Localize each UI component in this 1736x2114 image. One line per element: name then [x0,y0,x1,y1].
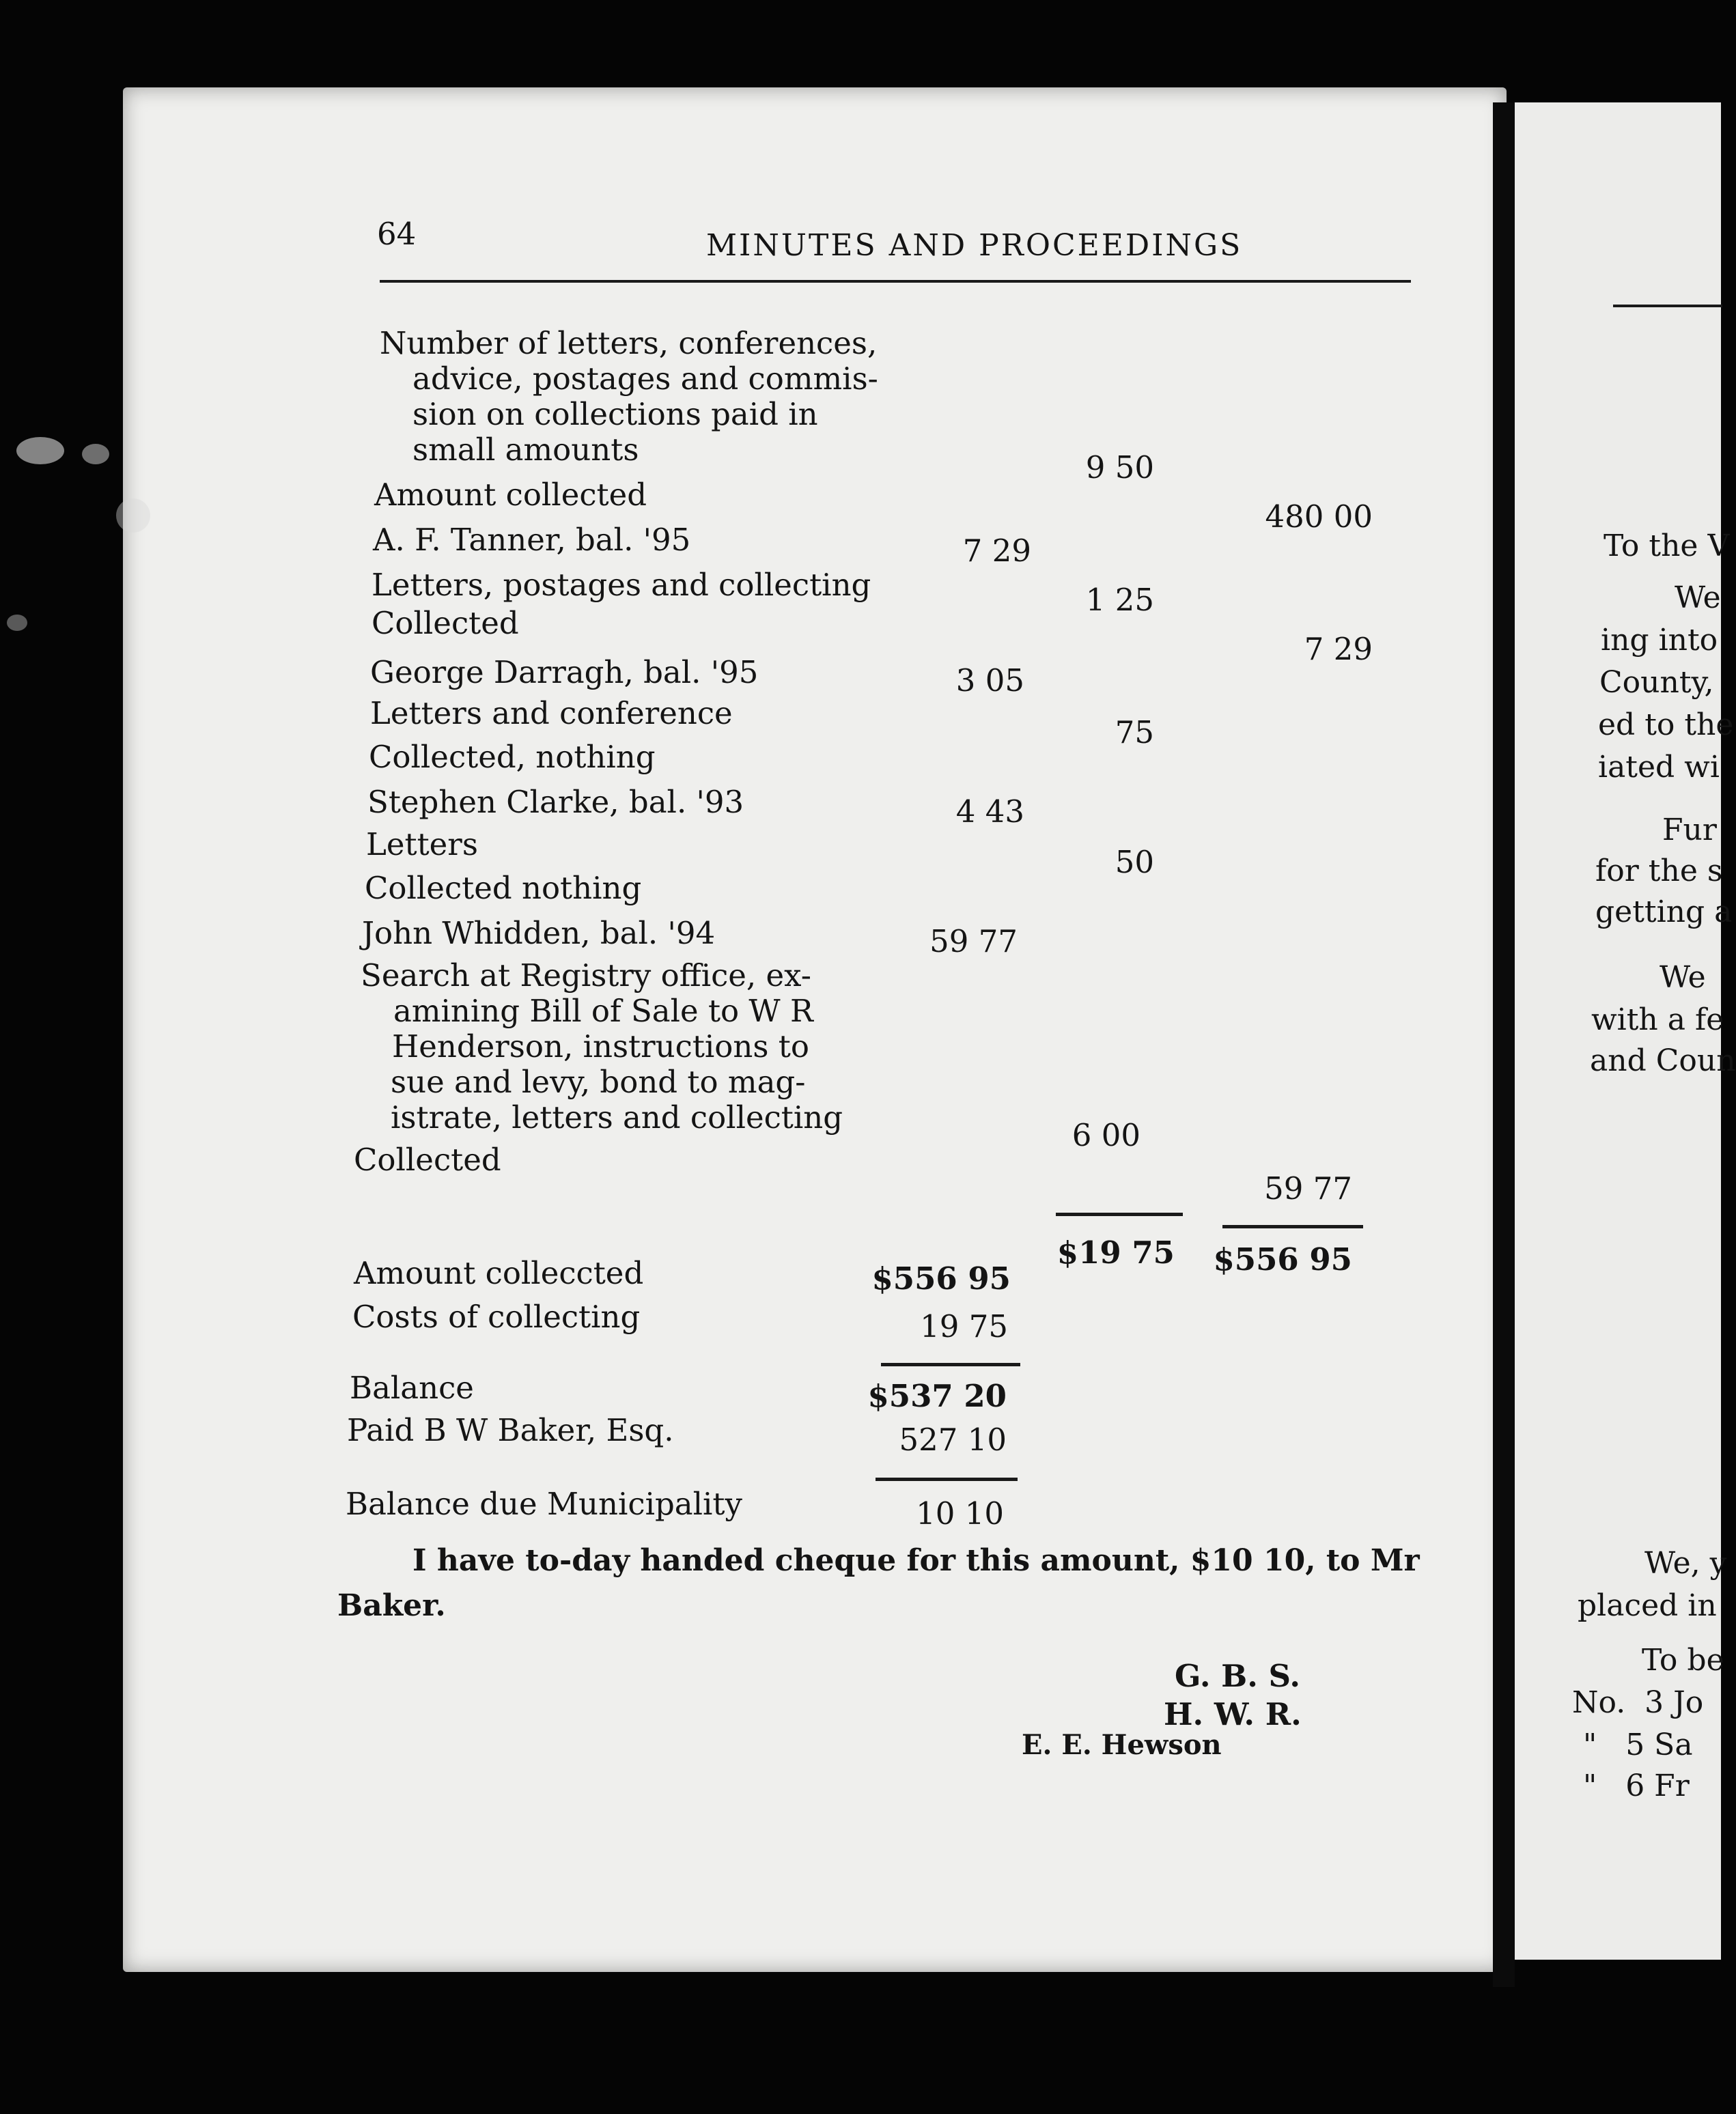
header-rule [380,280,1411,283]
entry-line: advice, postages and commis- [412,361,878,397]
adjacent-text: County, [1599,665,1714,700]
entry-line: Collected [372,605,519,641]
cost-value: 1 25 [1085,582,1154,618]
adjacent-text: and Coun [1590,1043,1736,1078]
entry-line: Collected, nothing [369,739,656,775]
note-line: I have to-day handed cheque for this amount, $10 10, to Mr [412,1543,1420,1578]
adjacent-text: with a fe [1591,1002,1724,1037]
entry-line: Letters and conference [370,695,733,731]
summary-line: Balance due Municipality [346,1486,742,1522]
entry-line: Henderson, instructions to [392,1028,809,1065]
adjacent-text: To be [1642,1643,1724,1678]
page-number: 64 [377,216,417,252]
cost-value: 75 [1115,714,1154,750]
adjacent-text: " 6 Fr [1583,1768,1690,1803]
costs-total-rule [1056,1213,1183,1216]
collected-total-rule [1222,1225,1363,1228]
summary-line: Costs of collecting [352,1299,641,1335]
due-rule [876,1478,1018,1481]
summary-value: 19 75 [920,1308,1008,1344]
entry-line: amining Bill of Sale to W R [393,993,813,1029]
scan-speck [82,444,109,464]
entry-line: John Whidden, bal. '94 [362,915,716,951]
adjacent-text: " 5 Sa [1583,1728,1693,1762]
cost-value: 6 00 [1072,1117,1140,1153]
adjacent-text: No. 3 Jo [1572,1685,1704,1720]
balance-value: 3 05 [955,662,1024,699]
adjacent-header-rule [1613,305,1722,307]
scan-speck [7,615,27,631]
adjacent-text: Fur [1662,813,1717,847]
entry-line: Letters [366,826,478,862]
entry-line: sue and levy, bond to mag- [391,1064,806,1100]
entry-line: small amounts [412,432,639,468]
adjacent-text: placed in [1578,1588,1717,1623]
adjacent-text: ing into [1601,623,1718,658]
adjacent-text: ed to the [1598,707,1734,742]
entry-line: Search at Registry office, ex- [361,957,811,993]
summary-value: 10 10 [916,1495,1004,1532]
signature: E. E. Hewson [1022,1729,1222,1761]
summary-value: $537 20 [867,1378,1007,1414]
collected-value: 59 77 [1264,1170,1352,1207]
summary-value: $556 95 [871,1260,1011,1297]
entry-line: sion on collections paid in [412,396,818,432]
entry-line: Letters, postages and collecting [372,567,871,603]
adjacent-text: iated wi [1598,750,1720,785]
costs-total: $19 75 [1056,1235,1175,1271]
balance-value: 59 77 [929,923,1018,959]
signature: H. W. R. [1164,1696,1302,1732]
summary-line: Amount colleccted [354,1255,644,1291]
balance-value: 4 43 [955,793,1024,830]
summary-line: Balance [350,1370,474,1406]
adjacent-text: We, y [1644,1546,1727,1581]
entry-line: A. F. Tanner, bal. '95 [373,522,691,558]
collected-value: 7 29 [1304,631,1373,667]
adjacent-text: getting a [1595,894,1733,929]
adjacent-text: We [1660,960,1706,995]
adjacent-text: To the V [1604,528,1730,563]
entry-line: Collected nothing [365,870,642,906]
balance-value: 7 29 [962,533,1031,569]
entry-line: istrate, letters and collecting [391,1099,843,1136]
signature: G. B. S. [1175,1658,1301,1694]
entry-line: Number of letters, conferences, [380,325,878,361]
entry-line: Amount collected [374,477,647,513]
adjacent-text: for the s [1595,854,1723,888]
cost-value: 50 [1115,844,1154,880]
collected-value: 480 00 [1265,498,1373,535]
collected-total: $556 95 [1213,1241,1352,1278]
entry-line: Stephen Clarke, bal. '93 [367,784,744,820]
scan-speck [116,498,150,533]
summary-value: 527 10 [899,1422,1007,1458]
book-gutter [1493,102,1515,1987]
scan-speck [16,437,64,464]
adjacent-page [1515,102,1736,1960]
cost-value: 9 50 [1085,449,1154,485]
adjacent-text: We [1675,580,1721,615]
entry-line: George Darragh, bal. '95 [370,654,759,690]
running-title: MINUTES AND PROCEEDINGS [706,228,1243,263]
balance-rule [881,1363,1020,1366]
summary-line: Paid B W Baker, Esq. [347,1412,674,1448]
note-line: Baker. [337,1588,446,1623]
entry-line: Collected [354,1142,501,1178]
